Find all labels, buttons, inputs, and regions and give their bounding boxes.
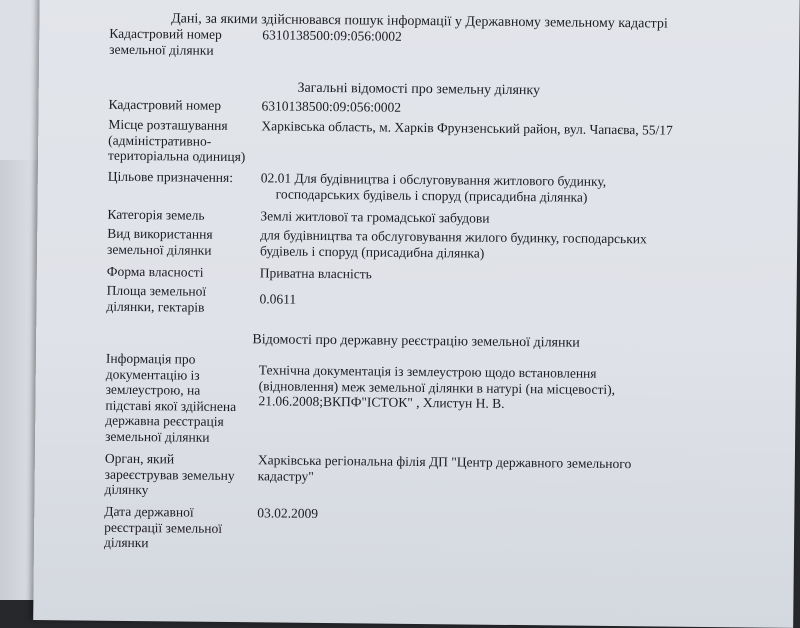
field-value xyxy=(262,27,682,47)
field-label-line: ділянку xyxy=(104,481,149,498)
field-value xyxy=(262,98,682,118)
field-label xyxy=(104,451,254,499)
field-label-line: Площа земельної xyxy=(106,282,207,299)
general-section-heading: Загальні відомості про земельну ділянку xyxy=(297,80,541,99)
field-value xyxy=(259,291,679,311)
field-label-line: Категорія земель xyxy=(107,206,205,223)
field-label-line: ділянки, гектарів xyxy=(106,298,205,315)
field-label-line: документацію із xyxy=(105,366,200,383)
field-label-line: Вид використання xyxy=(107,225,213,242)
field-value xyxy=(261,118,681,138)
field-value-line: 6310138500:09:056:0002 xyxy=(262,27,402,44)
field-label xyxy=(109,97,259,114)
field-label xyxy=(105,351,256,446)
field-label-line: підставі якої здійснена xyxy=(105,397,237,414)
field-value-line: 03.02.2009 xyxy=(257,505,319,521)
field-value-line: 21.06.2008;ВКПФ"ІСТОК" , Хлистун Н. В. xyxy=(258,393,505,411)
field-label xyxy=(107,264,257,281)
field-value-line: 02.01 Для будівництва і обслуговування житлового будинку, xyxy=(260,170,607,189)
field-row-registering-authority xyxy=(35,450,795,498)
field-label-line: земельної ділянки xyxy=(105,428,210,445)
field-row-registration-date xyxy=(34,503,794,551)
field-label xyxy=(107,226,257,259)
field-value-line: (відновлення) меж земельної ділянки в натурі (на місцевості), xyxy=(258,377,616,397)
field-label-line: Орган, який xyxy=(104,450,175,467)
field-value xyxy=(258,362,678,413)
field-value xyxy=(260,208,680,228)
field-label-line: реєстрації земельної xyxy=(104,519,223,536)
field-value-line: для будівництва та обслуговування жилого будинку, господарських xyxy=(260,227,647,247)
field-value-line: господарських будівель і споруд (присадибна ділянка) xyxy=(275,185,588,205)
field-value-line: Харківська регіональна філія ДП "Центр державного земельного xyxy=(257,452,632,472)
field-label-line: державна реєстрація xyxy=(105,412,224,429)
field-value-line: 6310138500:09:056:0002 xyxy=(261,98,402,115)
document-page xyxy=(33,0,800,628)
field-label-line: ділянки xyxy=(103,534,149,551)
field-label-line: Кадастровий номер xyxy=(109,25,222,42)
field-label xyxy=(104,504,254,552)
field-label-line: територіальна одиниця) xyxy=(107,147,246,165)
field-label-line: Кадастровий номер xyxy=(108,96,222,113)
field-value-line: Землі житлової та громадської забудови xyxy=(260,208,490,226)
field-label-line: Дата державної xyxy=(104,503,194,520)
field-row-ownership xyxy=(37,263,797,282)
field-value xyxy=(257,505,677,525)
registration-section-heading: Відомості про державну реєстрацію земельної ділянки xyxy=(252,332,580,351)
field-label-line: Цільове призначення: xyxy=(107,168,234,186)
field-label-line: земельної ділянки xyxy=(109,41,214,58)
field-row-purpose xyxy=(38,168,798,205)
field-label xyxy=(107,207,257,224)
field-value-line: 0.0611 xyxy=(259,291,297,307)
field-value-line: кадастру" xyxy=(257,467,314,484)
field-label-line: Місце розташування xyxy=(108,116,228,133)
field-value-line: Харківська область, м. Харків Фрунзенський район, вул. Чапаєва, 55/17 xyxy=(261,118,673,138)
field-label xyxy=(108,169,258,186)
field-row-area xyxy=(37,282,797,315)
field-value xyxy=(258,452,678,487)
document-content xyxy=(33,0,800,628)
field-label-line: (адміністративно- xyxy=(108,132,212,149)
field-row-location xyxy=(38,116,798,165)
field-label xyxy=(109,26,259,59)
field-value-line: Технічна документація із землеустрою щодо встановлення xyxy=(258,362,597,381)
field-label-line: земельної ділянки xyxy=(107,241,212,258)
field-value xyxy=(261,170,681,205)
field-row-land-category xyxy=(38,206,798,226)
field-label-line: зареєстрував земельну xyxy=(104,466,235,483)
field-label xyxy=(106,283,256,316)
field-label-line: землеустрою, на xyxy=(105,381,201,398)
field-label xyxy=(108,117,258,165)
field-label-line: Інформація про xyxy=(105,350,196,367)
field-value-line: будівель і споруд (присадибна ділянка) xyxy=(259,242,485,261)
field-value xyxy=(260,265,680,285)
search-section-heading: Дані, за якими здійснювався пошук інформації у Державному земельному кадастрі xyxy=(171,11,668,32)
field-label-line: Форма власності xyxy=(106,263,204,280)
field-value-line: Приватна власність xyxy=(259,265,372,282)
field-value xyxy=(260,227,680,262)
field-row-land-use xyxy=(37,225,797,261)
